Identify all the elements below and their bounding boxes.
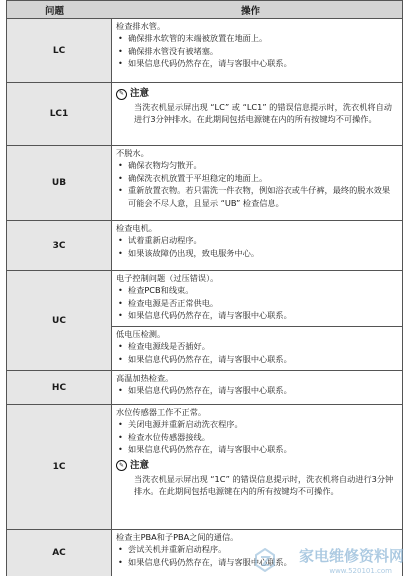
table-row (6, 271, 403, 371)
list-item: • 检查电源是否正常供电。 (116, 297, 398, 309)
list-item: • 确保排水管没有被堵塞。 (116, 45, 398, 57)
watermark-logo-icon (254, 548, 276, 572)
action-title: 低电压检测。 (116, 329, 166, 339)
list-item: • 确保洗衣机放置于平坦稳定的地面上。 (116, 172, 398, 184)
action-subcell (112, 271, 402, 327)
error-code: HC (7, 371, 112, 404)
table-row (6, 19, 403, 83)
note-text: 当洗衣机显示屏出现 “1C” 的错误信息提示时，洗衣机将自动进行3分钟排水。在此期间包括电源键在内的所有按键均不可操作。 (134, 473, 394, 497)
list-item: • 如果信息代码仍然存在，请与客服中心联系。 (116, 353, 398, 365)
error-code: 1C (7, 405, 112, 529)
action-title: 不脱水。 (116, 148, 149, 158)
list-item: • 关闭电源并重新启动洗衣程序。 (116, 418, 398, 430)
action-title: 检查主PBA和子PBA之间的通信。 (116, 532, 239, 542)
action-title: 电子控制问题（过压错误）。 (116, 273, 219, 283)
note-label: 注意 (130, 459, 150, 471)
list-item: • 尝试关机并重新启动程序。 (116, 543, 398, 555)
error-code-table (6, 0, 403, 576)
header-action: 操作 (241, 6, 261, 17)
list-item: • 如果信息代码仍然存在，请与客服中心联系。 (116, 443, 398, 455)
list-item: • 重新放置衣物。若只需洗一件衣物，例如浴衣或牛仔裤，最终的脱水效果可能会不尽人意，且显示 “UB” 检查信息。 (116, 184, 398, 209)
note-icon: ✎ (116, 460, 127, 471)
action-cell (112, 405, 402, 529)
action-title: 水位传感器工作不正常。 (116, 407, 207, 417)
table-row (6, 221, 403, 271)
action-cell (112, 271, 402, 370)
table-header (6, 0, 403, 19)
note-heading (116, 87, 398, 101)
list-item: • 如果信息代码仍然存在，请与客服中心联系。 (116, 556, 398, 568)
error-code: UC (7, 271, 112, 370)
error-code: UB (7, 146, 112, 220)
table-row (6, 405, 403, 530)
table-row (6, 371, 403, 405)
action-cell (112, 19, 402, 82)
note-text: 当洗衣机显示屏出现 “LC” 或 “LC1” 的错误信息提示时，洗衣机将自动进行3分钟排水。在此期间包括电源键在内的所有按键均不可操作。 (134, 102, 392, 125)
list-item: • 如果信息代码仍然存在，请与客服中心联系。 (116, 57, 398, 69)
action-cell (112, 221, 402, 270)
list-item: • 检查水位传感器接线。 (116, 431, 398, 443)
note-heading (116, 459, 398, 473)
error-code: LC1 (7, 83, 112, 145)
list-item: • 检查电源线是否插好。 (116, 340, 398, 352)
list-item: • 如果该故障仍出现，致电服务中心。 (116, 247, 398, 259)
watermark-text: 家电维修资料网 (298, 547, 404, 565)
error-code: LC (7, 19, 112, 82)
action-title: 检查电机。 (116, 223, 157, 233)
action-cell (112, 371, 402, 404)
list-item: • 检查PCB和线束。 (116, 284, 398, 296)
error-code: 3C (7, 221, 112, 270)
action-cell (112, 146, 402, 220)
list-item: • 如果信息代码仍然存在，请与客服中心联系。 (116, 384, 398, 396)
action-title: 检查排水管。 (116, 21, 166, 31)
list-item: • 试着重新启动程序。 (116, 234, 398, 246)
table-row (6, 146, 403, 221)
action-title: 高温加热检查。 (116, 373, 174, 383)
list-item: • 如果信息代码仍然存在，请与客服中心联系。 (116, 309, 398, 321)
list-item: • 确保排水软管的末端被放置在地面上。 (116, 32, 398, 44)
watermark-url: www.520101.com (329, 567, 392, 575)
header-issue: 问题 (45, 6, 65, 17)
error-code: AC (7, 530, 112, 576)
note-label: 注意 (130, 88, 150, 99)
action-cell (112, 83, 402, 145)
table-row (6, 83, 403, 146)
note-icon: ✎ (116, 89, 127, 100)
action-subcell (112, 327, 402, 365)
list-item: • 确保衣物均匀散开。 (116, 159, 398, 171)
